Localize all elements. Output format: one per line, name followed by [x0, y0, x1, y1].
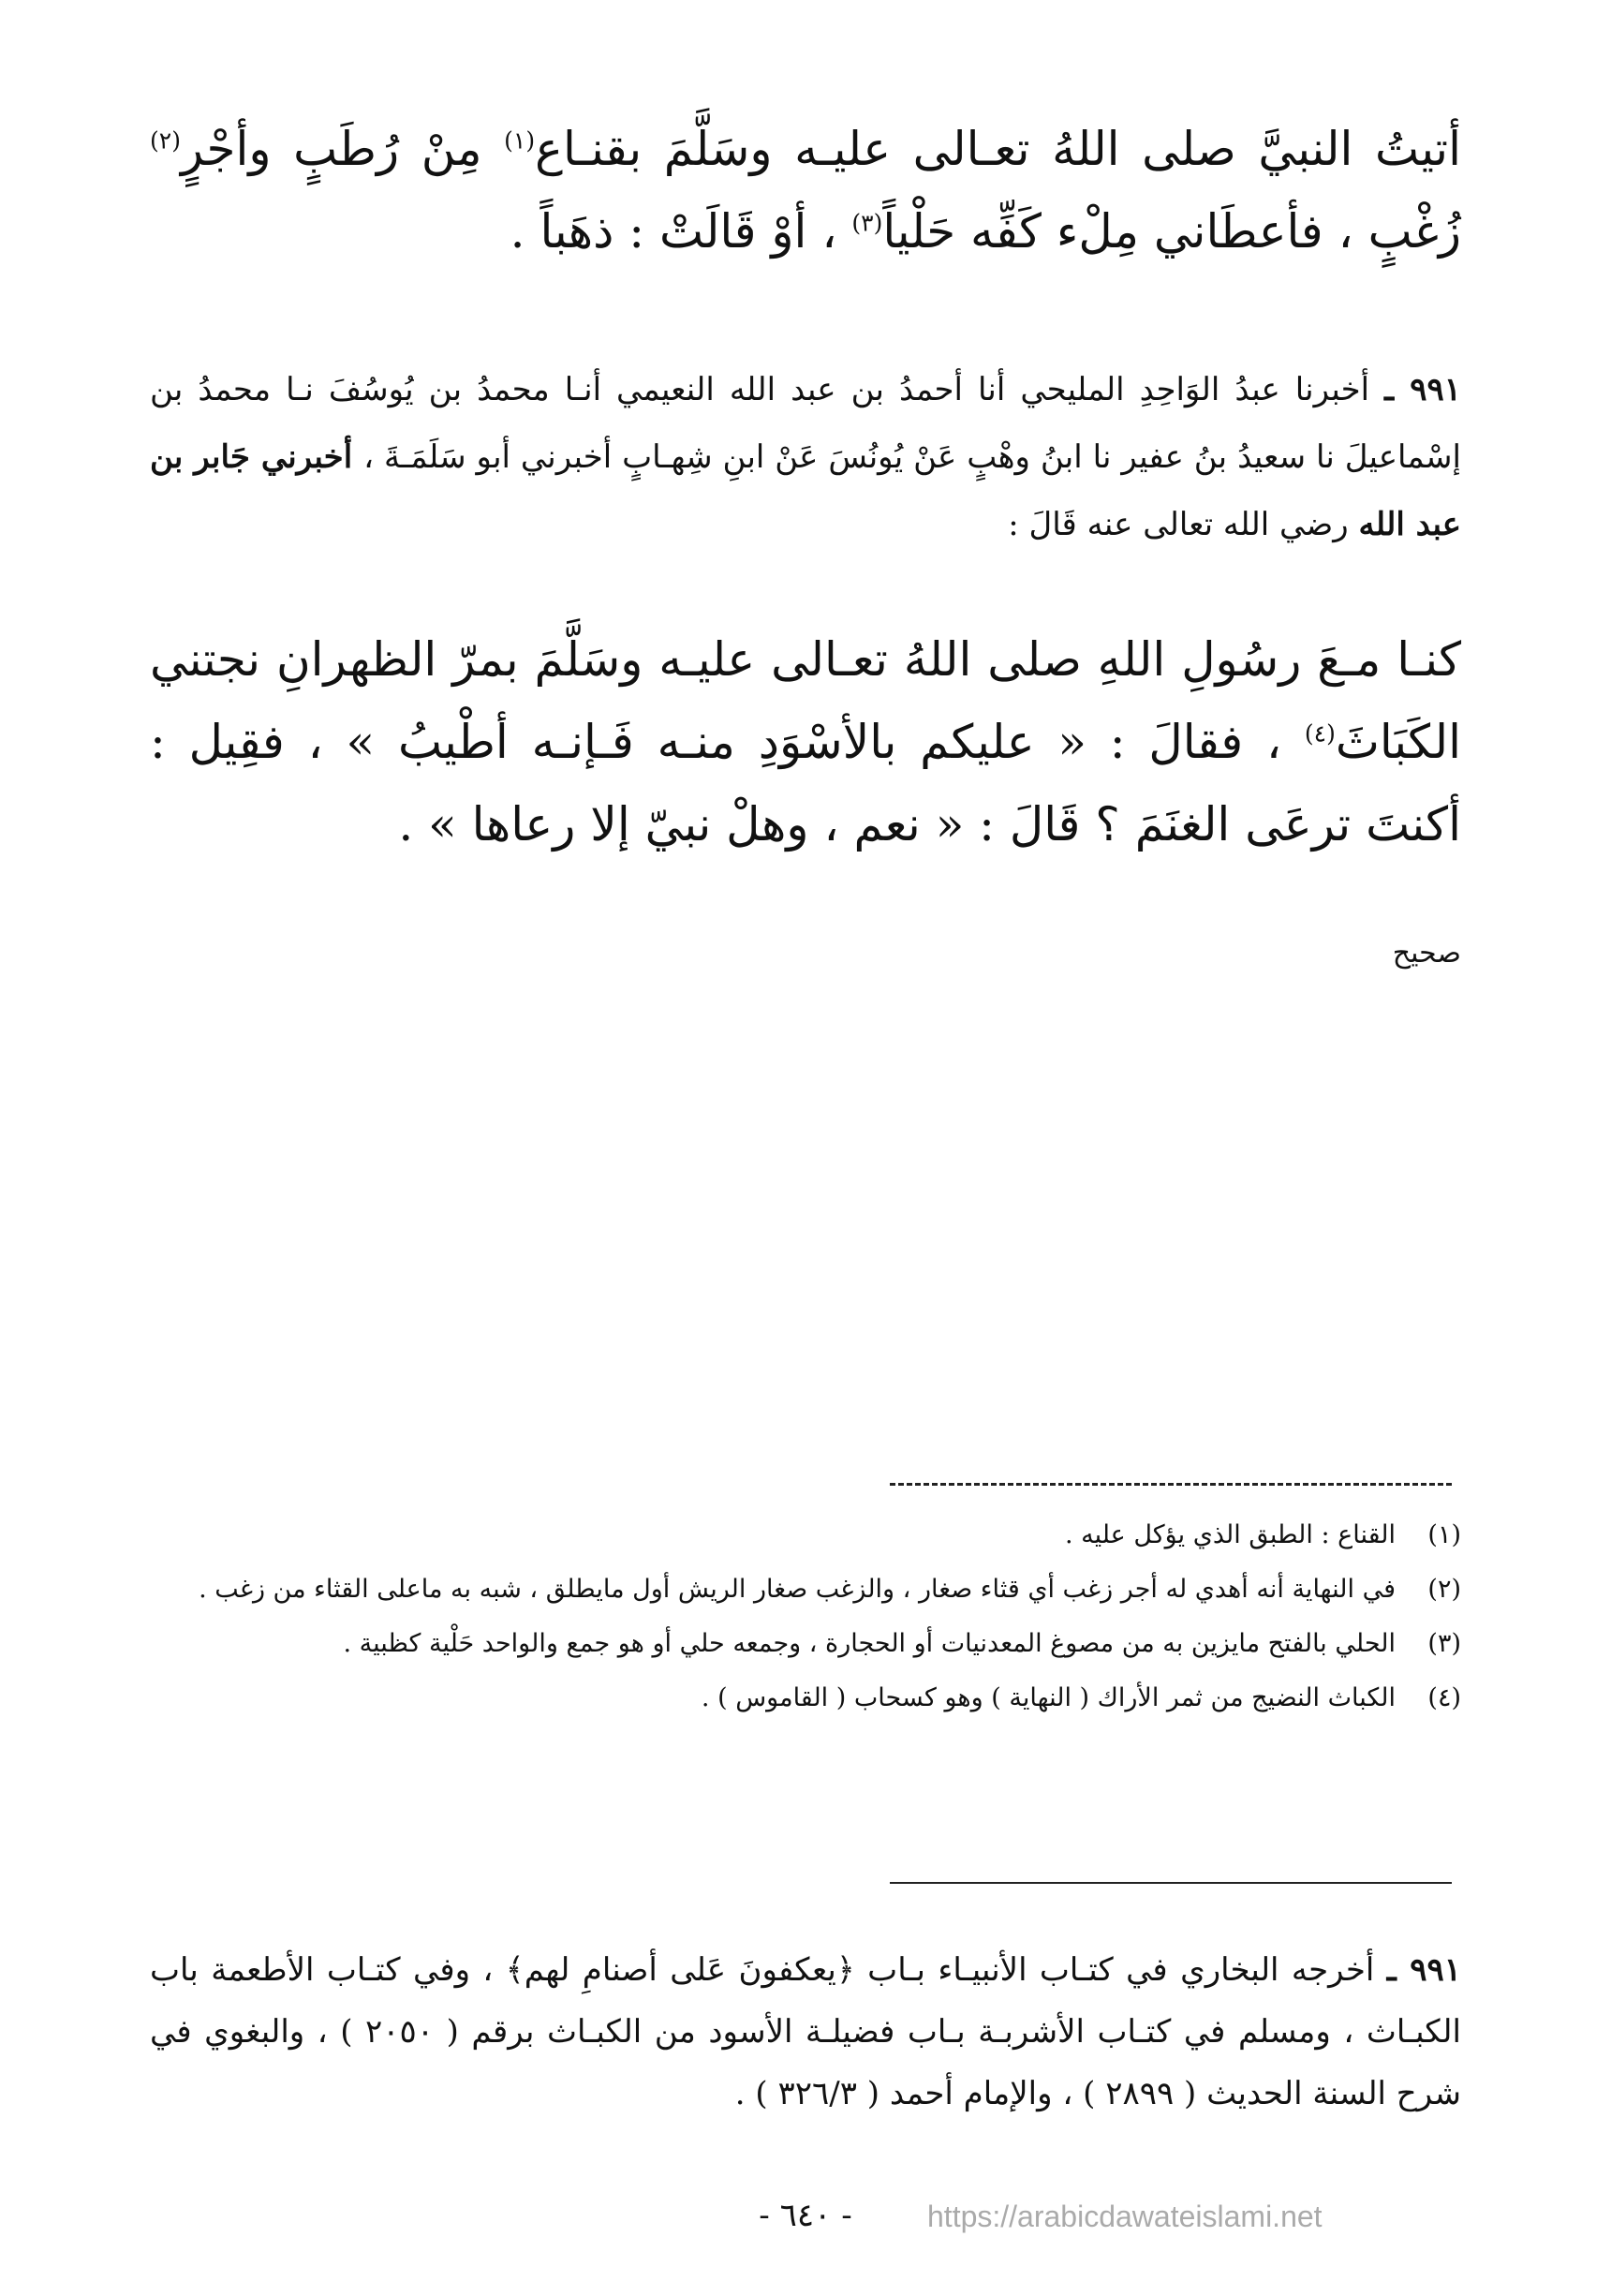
footnote-number: (٣): [1427, 1629, 1461, 1658]
footnote-text: الكباث النضيج من ثمر الأراك ( النهاية ) وهو كسحاب ( القاموس ) .: [701, 1683, 1396, 1712]
footnote-number: (١): [1427, 1520, 1461, 1549]
hadith-991-text: كنـا مـعَ رسُولِ اللهِ صلى اللهُ تعـالى عليـه وسَلَّمَ بمرّ الظهرانِ نجتني الكَبَاثَ$^{(٤)}$ ، فقالَ : « عليكم بالأسْوَدِ منـه فَـإنـه أطْيبُ » ، فقِيل : أكنتَ ترعَى الغنَمَ ؟ قَالَ : « نعم ، وهلْ نبيّ إلا رعاها » .: [150, 632, 1461, 852]
footnote-item: [150, 1619, 1461, 1669]
footnote-text: القناع : الطبق الذي يؤكل عليه .: [1064, 1520, 1396, 1549]
footnote-number: (٤): [1427, 1683, 1461, 1712]
page-number: - ٦٤٠ -: [759, 2197, 852, 2234]
hadith-991-isnad: ٩٩١ ـ أخبرنا عبدُ الوَاحِدِ المليحي أنا أحمدُ بن عبد الله النعيمي أنـا محمدُ بن يُوسُفَ نـا محمدُ بن إسْماعيلَ نا سعيدُ بنُ عفير نا ابنُ وهْبٍ عَنْ يُونُسَ عَنْ ابنِ شِهـابٍ أخبرني أبو سَلَمَـةَ ، أخبرني جَابر بن عبد الله رضي الله تعالى عنه قَالَ :: [150, 371, 1461, 543]
takhrij-number: ٩٩١ ـ: [1386, 1951, 1461, 1989]
footnote-ref-1[interactable]: (١): [504, 126, 536, 155]
footnotes: [150, 1510, 1461, 1727]
footnote-text: الحلي بالفتح مايزين به من مصوغ المعدنيات أو الحجارة ، وجمعه حلي أو هو جمع والواحد حَلْية كظبية .: [343, 1629, 1396, 1658]
hadith-number: ٩٩١ ـ: [1384, 371, 1461, 408]
footnote-text: في النهاية أنه أهدي له أجر زغب أي قثاء صغار ، والزغب صغار الريش أول مايطلق ، شبه به ماعلى القثاء من زغب .: [199, 1575, 1396, 1604]
footnote-item: [150, 1673, 1461, 1724]
takhrij-separator: [890, 1882, 1452, 1884]
footnote-item: [150, 1510, 1461, 1561]
takhrij-section: ٩٩١ ـ أخرجه البخاري في كتـاب الأنبيـاء بـاب ﴿يعكفونَ عَلى أصنامِ لهم﴾ ، وفي كتـاب الأطعمة باب الكبـاث ، ومسلم في كتـاب الأشربـة بـاب فضيلـة الأسود من الكبـاث برقم ( ٢٠٥٠ ) ، والبغوي في شرح السنة الحديث ( ٢٨٩٩ ) ، والإمام أحمد ( ٣٢٦/٣ ) .: [150, 1951, 1461, 2112]
watermark-url[interactable]: https://arabicdawateislami.net: [927, 2200, 1323, 2233]
hadith-990-text: أتيتُ النبيَّ صلى اللهُ تعـالى عليـه وسَلَّمَ بقنـاع$^{(١)}$ مِنْ رُطَبٍ وأجْرٍ$^{(٢)}$ زُغْبٍ ، فأعطَاني مِلْء كَفِّه حَلْياً$^{(٣)}$ ، أوْ قَالَتْ : ذهَباً .: [150, 122, 1461, 259]
footnote-number: (٢): [1427, 1575, 1461, 1604]
footnote-ref-2[interactable]: (٢): [150, 126, 181, 155]
hadith-grade: صحيح: [1392, 937, 1461, 970]
footnote-separator: [890, 1483, 1452, 1486]
footnote-ref-4[interactable]: (٤): [1304, 719, 1336, 748]
narrator-name: أخبرني جَابر بن عبد الله: [150, 438, 1461, 543]
footnote-ref-3[interactable]: (٣): [851, 209, 883, 237]
footnote-item: [150, 1564, 1461, 1615]
